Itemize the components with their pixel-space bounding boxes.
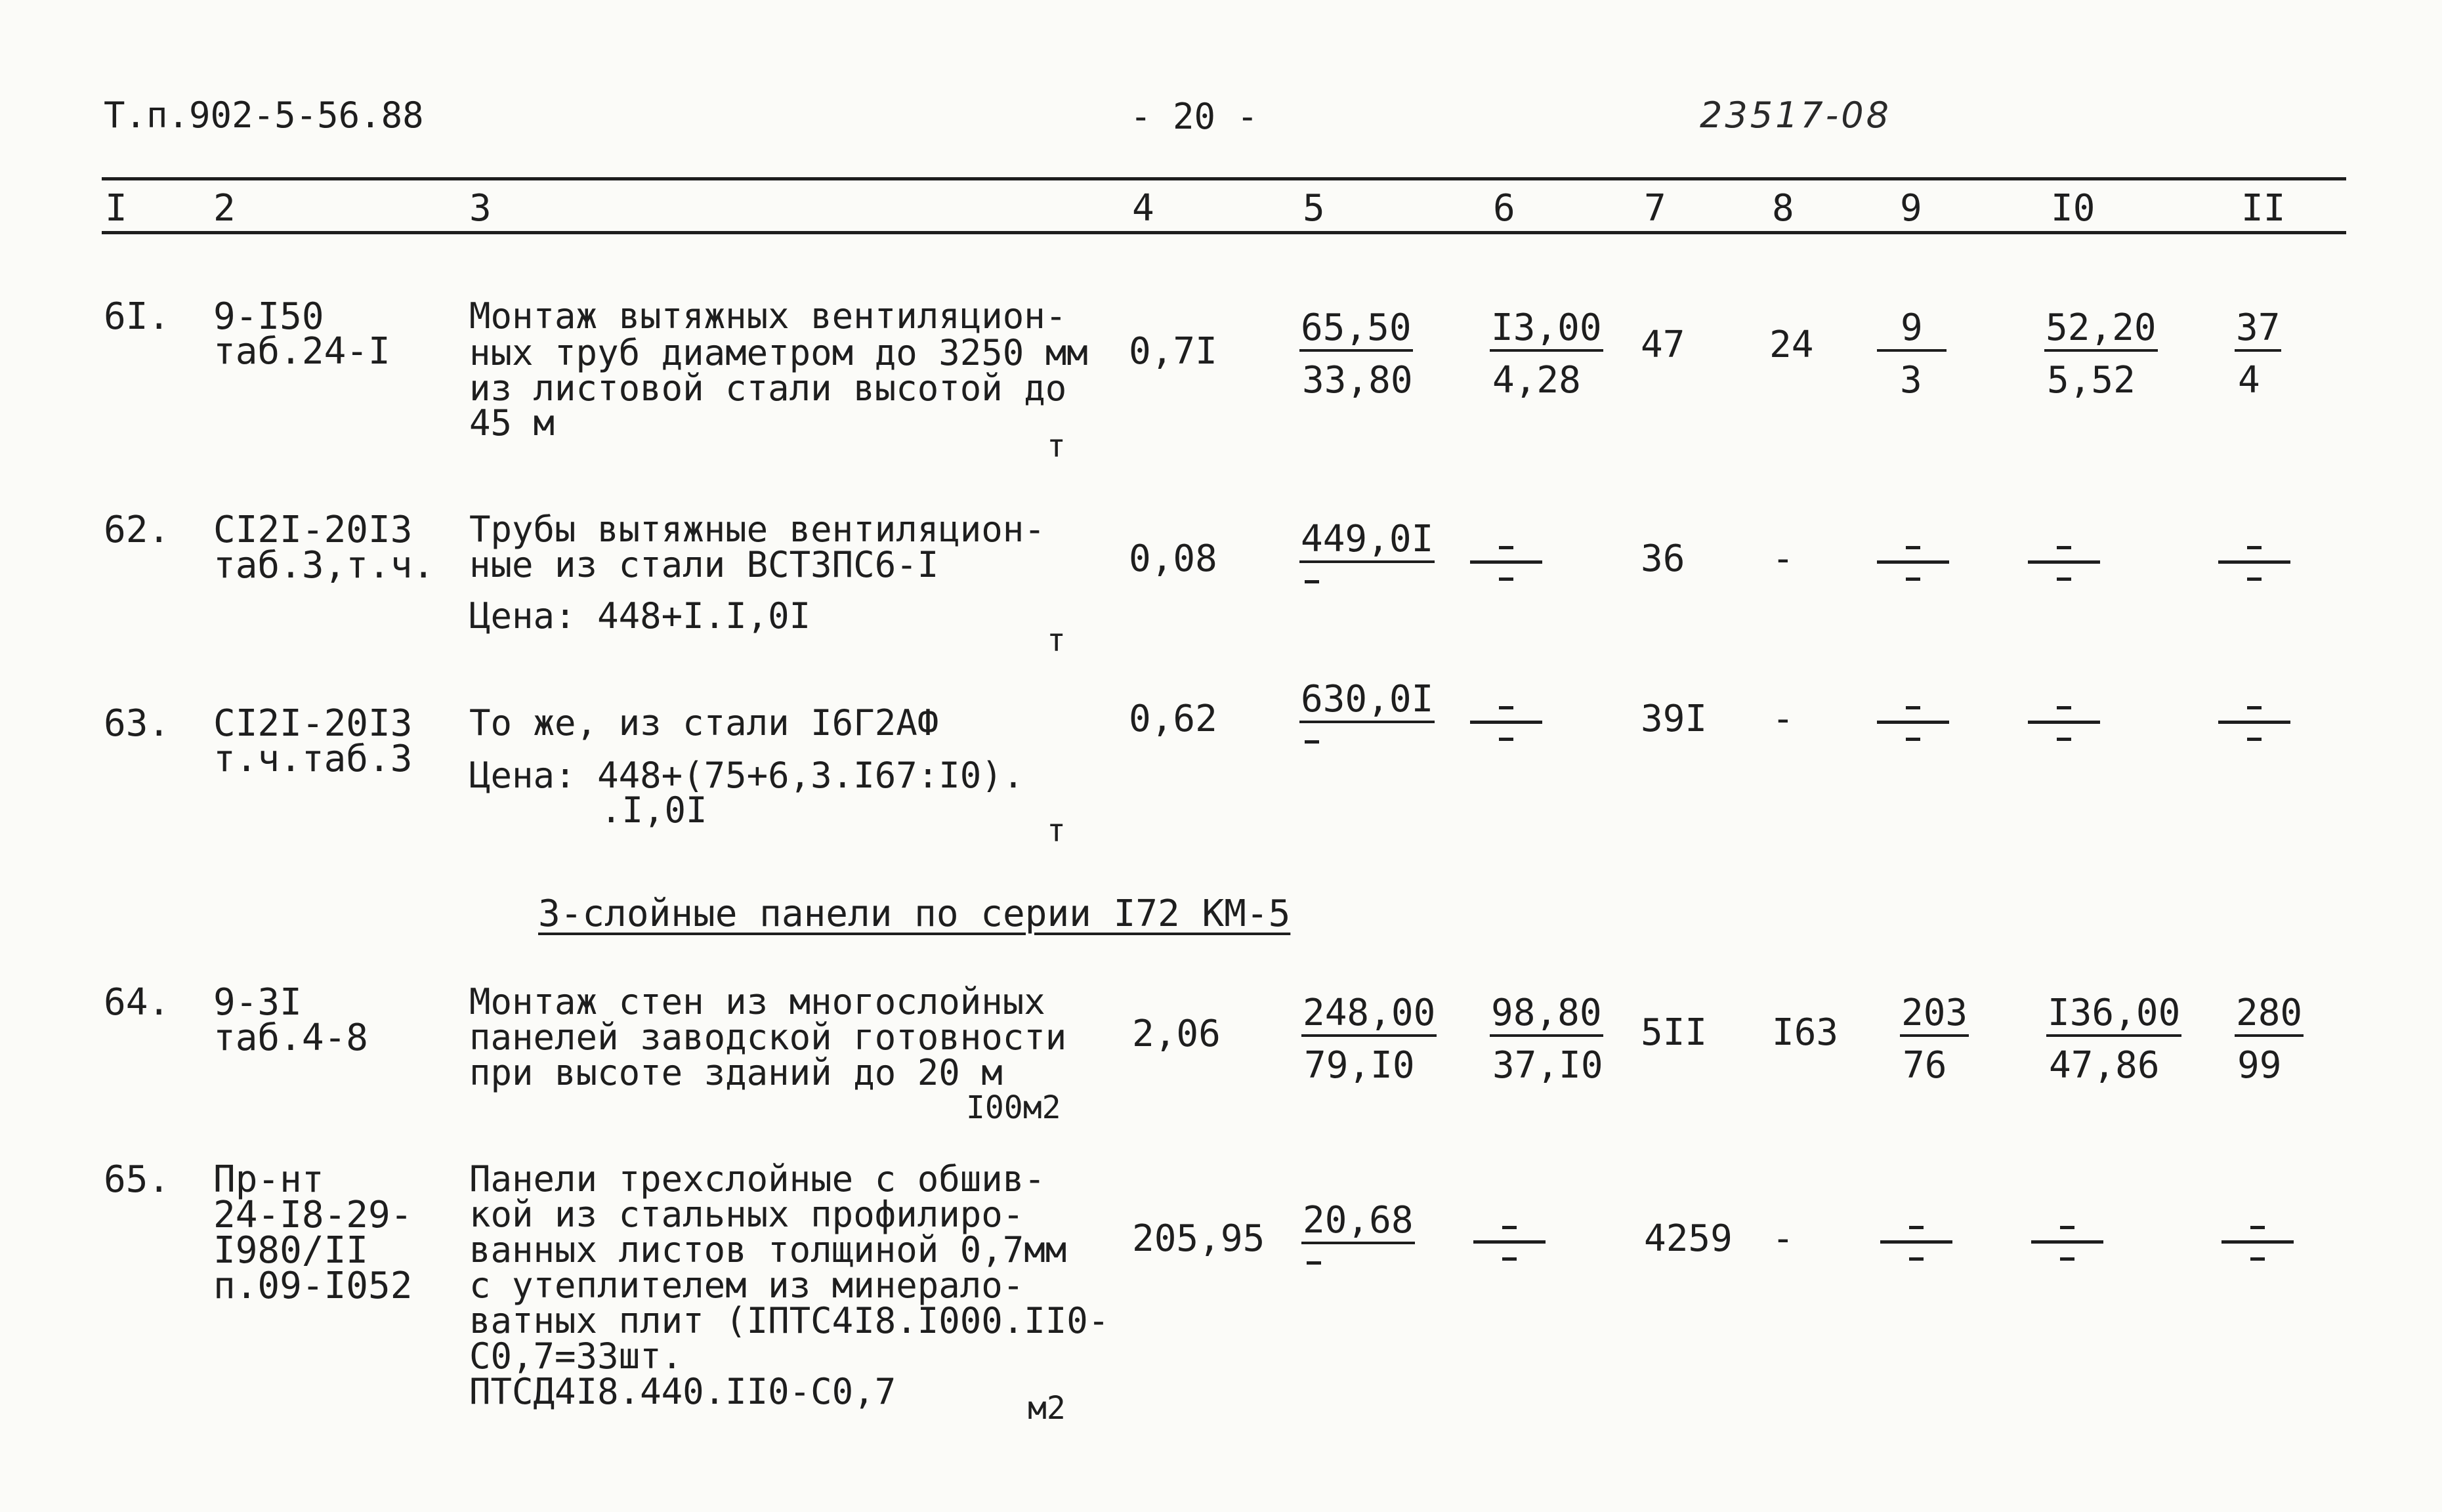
description-line-5: ватных плит (IПТС4I8.I000.II0-	[469, 1300, 1110, 1341]
col7-value: 39I	[1641, 698, 1708, 740]
description-line-1: Панели трехслойные с обшив-	[469, 1158, 1045, 1200]
row-number: 65.	[104, 1158, 171, 1201]
quantity: 0,7I	[1129, 330, 1217, 373]
description-line-1: Трубы вытяжные вентиляцион-	[469, 509, 1045, 550]
col-header-6: 6	[1493, 187, 1515, 230]
norm-code-line-2: таб.3,т.ч.	[213, 544, 435, 587]
col-header-11: II	[2241, 187, 2286, 230]
norm-code-line-2: таб.24-I	[213, 330, 390, 373]
norm-code-line-2: таб.4-8	[213, 1017, 369, 1059]
col9-bottom: 76	[1903, 1044, 1947, 1087]
cost-machinery-wages: 37,I0	[1492, 1044, 1603, 1087]
page-number: - 20 -	[1130, 96, 1259, 137]
quantity: 205,95	[1132, 1217, 1265, 1260]
description-line-2: ных труб диаметром до 3250 мм	[469, 332, 1088, 373]
norm-code-line-2: 24-I8-29-	[213, 1194, 413, 1236]
col10-empty	[2028, 546, 2100, 592]
unit-of-measure: т	[1047, 622, 1066, 659]
quantity: 2,06	[1132, 1013, 1221, 1055]
col11-empty	[2218, 546, 2290, 592]
col8-value: I63	[1772, 1011, 1839, 1054]
col11-bottom: 99	[2237, 1044, 2282, 1087]
col9-bottom: 3	[1900, 359, 1922, 402]
col11-empty	[2221, 1226, 2294, 1272]
cost-machinery-empty	[1470, 546, 1542, 592]
table-top-rule	[102, 177, 2346, 180]
col-header-5: 5	[1303, 187, 1325, 230]
unit-of-measure: м2	[1028, 1390, 1066, 1427]
col10-bottom: 47,86	[2049, 1044, 2160, 1087]
col9-empty	[1877, 546, 1949, 592]
col-header-4: 4	[1132, 187, 1154, 230]
quantity: 0,08	[1129, 537, 1217, 580]
col9-empty	[1880, 1226, 1952, 1272]
cost-total-wages-empty	[1307, 1261, 1321, 1265]
col7-value: 47	[1641, 324, 1685, 366]
col10-empty	[2028, 706, 2100, 752]
norm-code-line-1: CI2I-20I3	[213, 509, 413, 551]
doc-reference: Т.п.902-5-56.88	[104, 94, 424, 136]
description-line-2: ные из стали ВСТЗПС6-I	[469, 544, 939, 585]
cost-total: 65,50	[1299, 308, 1413, 352]
cost-total: 630,0I	[1299, 680, 1435, 723]
norm-code-line-4: п.09-I052	[213, 1265, 413, 1307]
col-header-3: 3	[469, 187, 492, 230]
description-line-4: с утеплителем из минерало-	[469, 1265, 1024, 1306]
col-header-7: 7	[1644, 187, 1666, 230]
section-title: 3-слойные панели по серии I72 КМ-5	[538, 892, 1291, 935]
description-line-1: Монтаж стен из многослойных	[469, 981, 1045, 1022]
unit-of-measure: т	[1047, 428, 1066, 465]
col7-value: 4259	[1644, 1217, 1733, 1260]
col8-value: -	[1772, 537, 1794, 580]
description-line-3: из листовой стали высотой до	[469, 368, 1067, 409]
col-header-10: I0	[2051, 187, 2095, 230]
norm-code-line-2: т.ч.таб.3	[213, 738, 413, 780]
col11-top: 37	[2235, 308, 2281, 352]
row-number: 62.	[104, 509, 171, 551]
col7-value: 36	[1641, 537, 1685, 580]
col-header-9: 9	[1900, 187, 1922, 230]
unit-of-measure: I00м2	[966, 1089, 1061, 1126]
cost-machinery-empty	[1473, 1226, 1546, 1272]
cost-total-wages: 79,I0	[1304, 1044, 1415, 1087]
unit-of-measure: т	[1047, 812, 1066, 849]
row-number: 63.	[104, 702, 171, 745]
description-line-3: ванных листов толщиной 0,7мм	[469, 1229, 1067, 1270]
price-formula: Цена: 448+I.I,0I	[469, 595, 811, 637]
col8-value: 24	[1769, 324, 1814, 366]
col-header-2: 2	[213, 187, 236, 230]
col-header-8: 8	[1772, 187, 1794, 230]
row-number: 64.	[104, 981, 171, 1024]
description-line-4: 45 м	[469, 402, 555, 444]
description-line-1: Монтаж вытяжных вентиляцион-	[469, 295, 1067, 337]
cost-total-wages: 33,80	[1302, 359, 1413, 402]
archive-stamp: 23517-08	[1700, 94, 1891, 136]
cost-machinery-empty	[1470, 706, 1542, 752]
col9-top: 203	[1900, 994, 1969, 1037]
cost-total-wages-empty	[1305, 740, 1319, 744]
col8-value: -	[1772, 698, 1794, 740]
cost-machinery-wages: 4,28	[1492, 359, 1581, 402]
description-line-6: С0,7=33шт.	[469, 1335, 683, 1377]
col10-top: I36,00	[2046, 994, 2181, 1037]
cost-machinery: 98,80	[1490, 994, 1603, 1037]
cost-machinery: I3,00	[1490, 308, 1603, 352]
col11-bottom: 4	[2238, 359, 2260, 402]
cost-total: 449,0I	[1299, 520, 1435, 563]
cost-total: 248,00	[1301, 994, 1437, 1037]
norm-code-line-1: 9-3I	[213, 981, 302, 1024]
row-number: 6I.	[104, 295, 171, 338]
norm-code-line-1: 9-I50	[213, 295, 324, 338]
col10-empty	[2031, 1226, 2103, 1272]
col8-value: -	[1772, 1217, 1794, 1260]
col9-empty	[1877, 706, 1949, 752]
price-formula-line-1: Цена: 448+(75+6,3.I67:I0).	[469, 755, 1024, 796]
col7-value: 5II	[1641, 1011, 1708, 1054]
col10-top: 52,20	[2044, 308, 2158, 352]
norm-code-line-1: Пр-нт	[213, 1158, 324, 1201]
norm-code-line-1: CI2I-20I3	[213, 702, 413, 745]
quantity: 0,62	[1129, 698, 1217, 740]
col11-top: 280	[2235, 994, 2304, 1037]
description-line-2: панелей заводской готовности	[469, 1017, 1067, 1058]
description-line-7: ПТСД4I8.440.II0-С0,7	[469, 1371, 896, 1412]
norm-code-line-3: I980/II	[213, 1229, 369, 1272]
col9-top: 9	[1877, 308, 1947, 352]
price-formula-line-2: .I,0I	[600, 789, 707, 831]
cost-total: 20,68	[1301, 1201, 1415, 1244]
description-line-3: при высоте зданий до 20 м	[469, 1052, 1003, 1093]
cost-total-wages-empty	[1305, 580, 1319, 583]
col10-bottom: 5,52	[2047, 359, 2136, 402]
col11-empty	[2218, 706, 2290, 752]
col-header-1: I	[105, 187, 127, 230]
description-line-2: кой из стальных профилиро-	[469, 1194, 1024, 1235]
table-header-rule	[102, 231, 2346, 234]
description-line-1: То же, из стали I6Г2АФ	[469, 702, 939, 744]
